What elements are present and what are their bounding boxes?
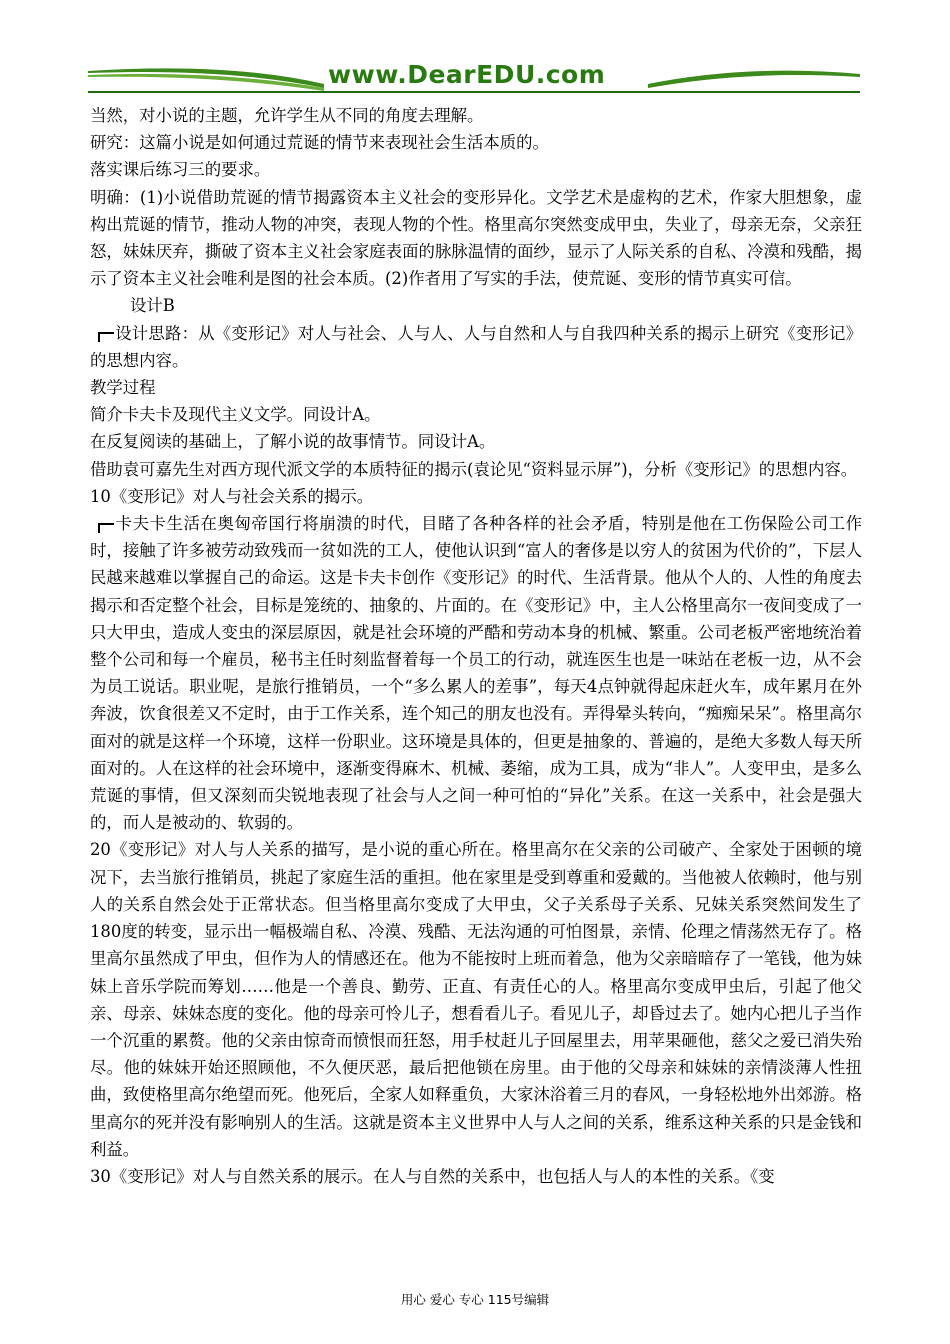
paragraph: 卡夫卡生活在奥匈帝国行将崩溃的时代，目睹了各种各样的社会矛盾，特别是他在工伤保险公司工作时，接触了许多被劳动致残而一贫如洗的工人，使他认识到“富人的奢侈是以穷人的贫困为代价的”，下层人民越来越难以掌握自己的命运。这是卡夫卡创作《变形记》的时代、生活背景。他从个人的、人性的角度去揭示和否定整个社会，目标是笼统的、抽象的、片面的。在《变形记》中，主人公格里高尔一夜间变成了一只大甲虫，造成人变虫的深层原因，就是社会环境的严酷和劳动本身的机械、繁重。公司老板严密地统治着整个公司和每一个雇员，秘书主任时刻监督着每一个员工的行动，就连医生也是一味站在老板一边，从不会为员工说话。职业呢，是旅行推销员，一个“多么累人的差事”，每天4点钟就得起床赶火车，成年累月在外奔波，饮食很差又不定时，由于工作关系，连个知己的朋友也没有。弄得晕头转向，“痴痴呆呆”。格里高尔面对的就是这样一个环境，这样一份职业。这环境是具体的，但更是抽象的、普遍的，是绝大多数人每天所面对的。人在这样的社会环境中，逐渐变得麻木、机械、萎缩，成为工具，成为“非人”。人变甲虫，是多么荒诞的事情，但又深刻而尖锐地表现了社会与人之间一种可怕的“异化”关系。在这一关系中，社会是强大的，而人是被动的、软弱的。 bbox=[90, 510, 862, 836]
document-body bbox=[90, 102, 862, 1190]
page-footer: 用心 爱心 专心 115号编辑 bbox=[400, 1292, 550, 1307]
section-heading-design-b: 设计B bbox=[130, 296, 175, 316]
header-divider bbox=[88, 91, 860, 93]
paragraph: 简介卡夫卡及现代主义文学。同设计A。 bbox=[90, 405, 381, 425]
site-logo-text: www.DearEDU.com bbox=[328, 60, 606, 89]
paragraph: 落实课后练习三的要求。 bbox=[90, 160, 271, 180]
section-heading-process: 教学过程 bbox=[90, 378, 156, 398]
paragraph: 在反复阅读的基础上，了解小说的故事情节。同设计A。 bbox=[90, 432, 496, 452]
paragraph: 20《变形记》对人与人关系的描写，是小说的重心所在。格里高尔在父亲的公司破产、全家处于困顿的境况下，去当旅行推销员，挑起了家庭生活的重担。他在家里是受到尊重和爱戴的。当他被人依赖时，他与别人的关系自然会处于正常状态。但当格里高尔变成了大甲虫，父子关系母子关系、兄妹关系突然间发生了180度的转变，显示出一幅极端自私、冷漠、残酷、无法沟通的可怕图景，亲情、伦理之情荡然无存了。格里高尔虽然成了甲虫，但作为人的情感还在。他为不能按时上班而着急，他为父亲暗暗存了一笔钱，他为妹妹上音乐学院而筹划……他是一个善良、勤劳、正直、有责任心的人。格里高尔变成甲虫后，引起了他父亲、母亲、妹妹态度的变化。他的母亲可怜儿子，想看看儿子。看见儿子，却昏过去了。她内心把儿子当作一个沉重的累赘。他的父亲由惊奇而愤恨而狂怒，用手杖赶儿子回屋里去，用苹果砸他，慈父之爱已消失殆尽。他的妹妹开始还照顾他，不久便厌恶，最后把他锁在房里。由于他的父母亲和妹妹的亲情淡薄人性扭曲，致使格里高尔绝望而死。他死后，全家人如释重负，大家沐浴着三月的春风，一身轻松地外出郊游。格里高尔的死并没有影响别人的生活。这就是资本主义世界中人与人之间的关系，维系这种关系的只是金钱和利益。 bbox=[90, 840, 862, 1159]
paragraph: 设计思路：从《变形记》对人与社会、人与人、人与自然和人与自我四种关系的揭示上研究《变形记》的思想内容。 bbox=[90, 320, 862, 374]
site-header bbox=[88, 58, 860, 100]
paragraph: 研究：这篇小说是如何通过荒诞的情节来表现社会生活本质的。 bbox=[90, 133, 549, 153]
paragraph: 10《变形记》对人与社会关系的揭示。 bbox=[90, 486, 374, 506]
paragraph: 当然，对小说的主题，允许学生从不同的角度去理解。 bbox=[90, 106, 484, 125]
paragraph: 借助袁可嘉先生对西方现代派文学的本质特征的揭示(袁论见“资料显示屏”)，分析《变形记》的思想内容。 bbox=[90, 459, 858, 479]
paragraph: 明确：(1)小说借助荒诞的情节揭露资本主义社会的变形异化。文学艺术是虚构的艺术，作家大胆想象，虚构出荒诞的情节，推动人物的冲突，表现人物的个性。格里高尔突然变成甲虫，失业了，母亲无奈，父亲狂怒，妹妹厌弃，撕破了资本主义社会家庭表面的脉脉温情的面纱，显示了人际关系的自私、冷漠和残酷，揭示了资本主义社会唯利是图的社会本质。(2)作者用了写实的手法，使荒诞、变形的情节真实可信。 bbox=[90, 187, 862, 289]
paragraph: 30《变形记》对人与自然关系的展示。在人与自然的关系中，也包括人与人的本性的关系。《变 bbox=[90, 1166, 775, 1186]
